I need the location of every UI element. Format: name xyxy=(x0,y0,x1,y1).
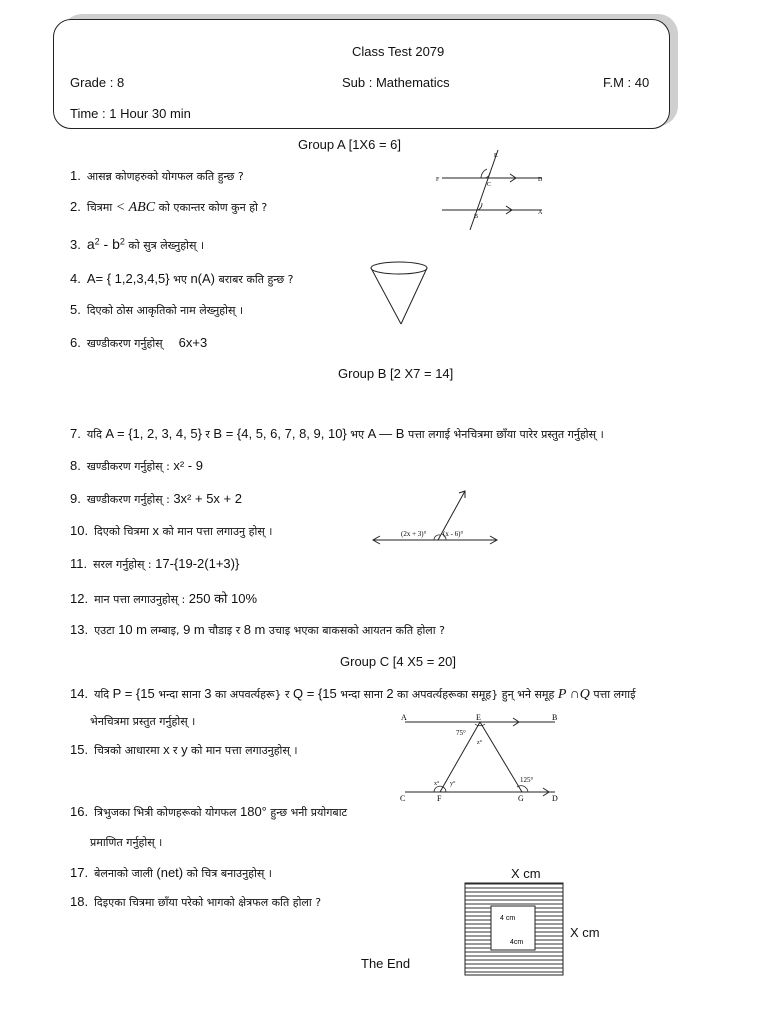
shaded-square-figure xyxy=(464,882,564,976)
label-e: E xyxy=(494,153,498,159)
question-text: खण्डीकरण गर्नुहोस् xyxy=(86,337,163,350)
question-number: 6. xyxy=(70,335,81,350)
question-10 xyxy=(70,523,272,539)
question-9 xyxy=(70,491,242,507)
angle-right-label: (x - 6)° xyxy=(443,530,464,538)
question-text: र xyxy=(169,744,182,757)
question-5 xyxy=(70,302,243,318)
angle-z-label: z° xyxy=(477,740,483,746)
number: 2 xyxy=(386,686,394,701)
label-e: E xyxy=(476,713,481,722)
question-text: सरल गर्नुहोस् : xyxy=(93,558,156,571)
question-7 xyxy=(70,426,604,442)
question-number: 5. xyxy=(70,302,81,317)
cone-figure xyxy=(364,258,434,330)
group-a-heading: Group A [1X6 = 6] xyxy=(298,137,401,152)
question-number: 1. xyxy=(70,168,81,183)
expr-b: - b xyxy=(99,236,120,252)
question-text: पत्ता लगाई xyxy=(589,688,636,701)
height-value: 8 m xyxy=(243,622,266,637)
question-number: 7. xyxy=(70,426,81,441)
label-c: C xyxy=(487,182,492,188)
group-c-heading: Group C [4 X5 = 20] xyxy=(340,654,456,669)
question-8 xyxy=(70,458,203,474)
question-14-continuation: भेनचित्रमा प्रस्तुत गर्नुहोस् । xyxy=(90,715,196,728)
question-number: 18. xyxy=(70,894,89,909)
expression: 250 को 10% xyxy=(188,591,258,606)
question-text: खण्डीकरण गर्नुहोस् : xyxy=(86,493,174,506)
question-text: को सुत्र लेख्नुहोस् । xyxy=(124,239,205,252)
question-14 xyxy=(70,686,635,703)
variable-y: y xyxy=(181,742,188,757)
exam-title: Class Test 2079 xyxy=(352,44,445,59)
angle-75-label: 75° xyxy=(456,729,466,737)
label-c: C xyxy=(400,794,406,803)
label-b: B xyxy=(474,214,479,220)
question-text: को एकान्तर कोण कुन हो ? xyxy=(155,201,268,214)
question-text: को मान पत्ता लगाउनुहोस् । xyxy=(187,744,298,757)
label-f: F xyxy=(437,794,442,803)
exponent: 2 xyxy=(119,236,125,247)
question-13 xyxy=(70,622,445,638)
question-text: दिएको चित्रमा xyxy=(94,525,153,538)
degree-value: 180° xyxy=(239,804,267,819)
question-text: पत्ता लगाई भेनचित्रमा छाँया पारेर प्रस्तुत गर्नुहोस् । xyxy=(404,428,604,441)
intersection: P ∩Q xyxy=(557,687,590,702)
cardinality: n(A) xyxy=(190,271,215,286)
angle-x-label: x° xyxy=(434,781,440,787)
question-text: भन्दा साना xyxy=(154,688,205,701)
set-b: B = {4, 5, 6, 7, 8, 9, 10} xyxy=(213,426,347,441)
question-text: का अपवर्त्यहरू} र xyxy=(211,688,294,701)
question-number: 16. xyxy=(70,804,89,819)
expr-a: a xyxy=(86,236,95,252)
label-f: F xyxy=(436,177,440,183)
net-label: (net) xyxy=(156,865,184,880)
triangle-parallel-figure xyxy=(395,712,565,804)
question-text: यदि xyxy=(94,688,113,701)
angle-abc: < ABC xyxy=(115,200,156,215)
variable-x: x xyxy=(163,742,170,757)
set-p: P = {15 xyxy=(112,686,155,701)
question-2 xyxy=(70,199,267,216)
label-b: B xyxy=(552,713,558,722)
question-number: 3. xyxy=(70,237,81,252)
question-text: बेलनाको जाली xyxy=(94,867,157,880)
label-g: G xyxy=(518,794,524,803)
question-17 xyxy=(70,865,272,881)
label-a: A xyxy=(401,713,407,722)
linear-pair-figure xyxy=(368,486,502,548)
question-number: 2. xyxy=(70,199,81,214)
question-text: हुन्छ भनी प्रयोगबाट xyxy=(266,806,348,819)
question-text: आसन्न कोणहरुको योगफल कति हुन्छ ? xyxy=(86,170,244,183)
length-value: 10 m xyxy=(118,622,147,637)
expression: 6x+3 xyxy=(178,335,208,350)
question-number: 10. xyxy=(70,523,89,538)
question-text: चौडाइ र xyxy=(204,624,244,637)
question-number: 15. xyxy=(70,742,89,757)
angle-left-label: (2x + 3)° xyxy=(401,530,427,538)
question-15 xyxy=(70,742,298,758)
angle-125-label: 125° xyxy=(520,776,534,784)
footer-the-end: The End xyxy=(361,956,411,971)
question-text: यदि xyxy=(86,428,106,441)
question-number: 8. xyxy=(70,458,81,473)
group-b-heading: Group B [2 X7 = 14] xyxy=(338,366,454,381)
question-text: मान पत्ता लगाउनुहोस् : xyxy=(94,593,189,606)
variable-x: x xyxy=(152,523,159,538)
question-3 xyxy=(70,236,204,253)
question-text: र xyxy=(201,428,214,441)
question-16 xyxy=(70,804,347,820)
question-text: दिएको ठोस आकृतिको नाम लेख्नुहोस् । xyxy=(86,304,244,317)
question-1 xyxy=(70,168,244,184)
label-d: D xyxy=(538,177,543,183)
question-text: भन्दा साना xyxy=(336,688,387,701)
question-11 xyxy=(70,556,239,572)
question-4 xyxy=(70,271,294,287)
label-d: D xyxy=(552,794,558,803)
set-a: A= { 1,2,3,4,5} xyxy=(86,271,170,286)
number: 3 xyxy=(204,686,212,701)
outer-right-label: X cm xyxy=(570,925,600,940)
time-label: Time : 1 Hour 30 min xyxy=(70,106,191,121)
set-q: Q = {15 xyxy=(293,686,337,701)
label-a: A xyxy=(538,210,543,216)
question-16-continuation: प्रमाणित गर्नुहोस् । xyxy=(90,836,163,849)
question-text: को मान पत्ता लगाउनु होस् । xyxy=(158,525,273,538)
breadth-value: 9 m xyxy=(183,622,205,637)
question-number: 17. xyxy=(70,865,89,880)
question-text: उचाइ भएका बाकसको आयतन कति होला ? xyxy=(265,624,445,637)
question-number: 12. xyxy=(70,591,89,606)
question-text: खण्डीकरण गर्नुहोस् : xyxy=(86,460,174,473)
question-number: 11. xyxy=(70,556,88,571)
question-number: 4. xyxy=(70,271,81,286)
expression: x² - 9 xyxy=(173,458,203,473)
question-text: त्रिभुजका भित्री कोणहरूको योगफल xyxy=(94,806,240,819)
question-text: का अपवर्त्यहरूका समूह} हुन् भने समूह xyxy=(393,688,558,701)
question-6 xyxy=(70,335,207,351)
full-marks-label: F.M : 40 xyxy=(603,75,650,90)
inner-top-label: 4 cm xyxy=(500,915,516,922)
question-number: 13. xyxy=(70,622,89,637)
question-number: 9. xyxy=(70,491,81,506)
question-text: भए xyxy=(346,428,368,441)
expression: 3x² + 5x + 2 xyxy=(173,491,242,506)
subject-label: Sub : Mathematics xyxy=(342,75,450,90)
exponent: 2 xyxy=(94,236,100,247)
question-text: दिइएका चित्रमा छाँया परेको भागको क्षेत्रफल कति होला ? xyxy=(94,896,322,909)
question-18 xyxy=(70,894,321,910)
angle-y-label: y° xyxy=(450,781,456,787)
set-a: A = {1, 2, 3, 4, 5} xyxy=(105,426,202,441)
question-text: भए xyxy=(169,273,191,286)
question-12 xyxy=(70,589,257,607)
set-difference: A — B xyxy=(367,426,405,441)
question-text: लम्बाइ, xyxy=(147,624,184,637)
question-text: एउटा xyxy=(94,624,119,637)
question-text: को चित्र बनाउनुहोस् । xyxy=(183,867,272,880)
outer-top-label: X cm xyxy=(511,866,541,881)
grade-label: Grade : 8 xyxy=(70,75,125,90)
inner-bottom-label: 4cm xyxy=(510,939,524,946)
expression: 17-{19-2(1+3)} xyxy=(155,556,240,571)
parallel-lines-figure xyxy=(430,148,550,233)
question-text: चित्रको आधारमा xyxy=(94,744,164,757)
question-text: बराबर कति हुन्छ ? xyxy=(215,273,294,286)
question-text: चित्रमा xyxy=(86,201,116,214)
question-number: 14. xyxy=(70,686,89,701)
